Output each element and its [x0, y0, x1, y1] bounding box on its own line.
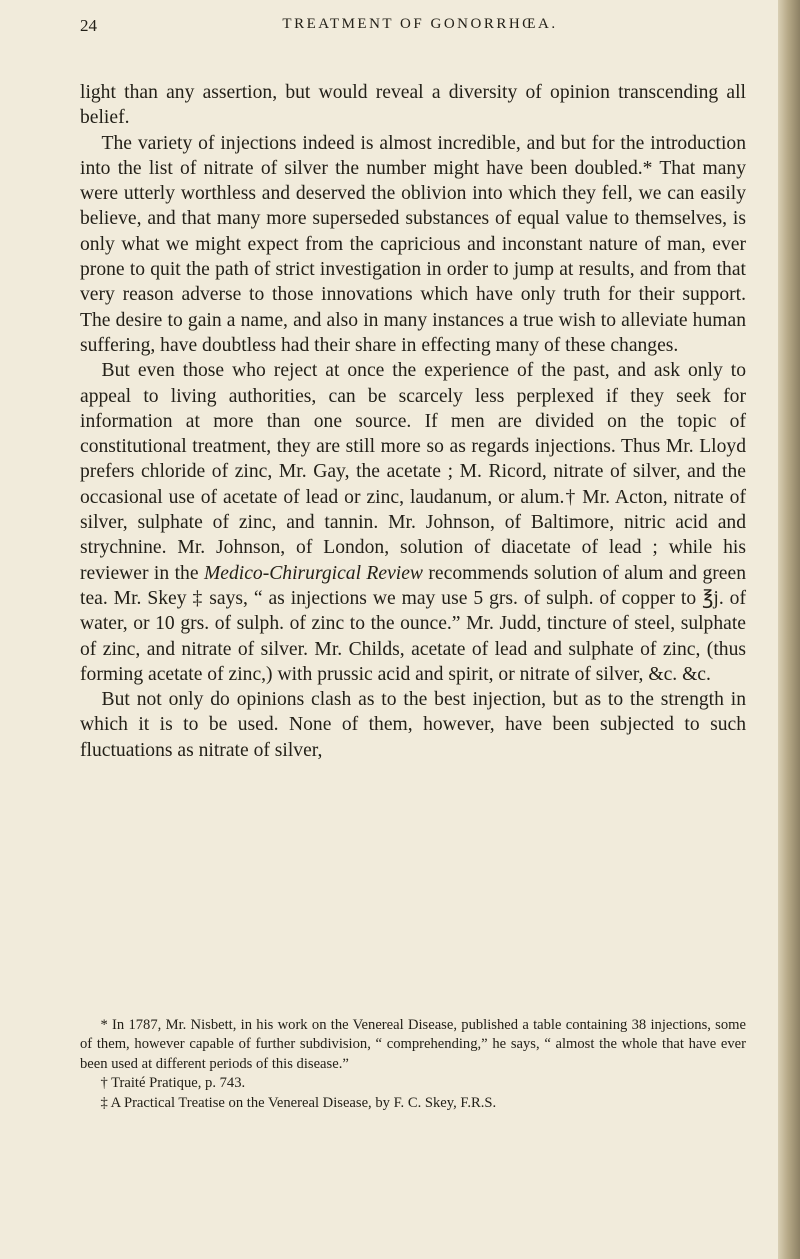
paragraph-text: The variety of injections indeed is almost incredible, and but for the introduction into the list of nitrate of silver the number might have been doubled.* That many were utterly worthless and deserved the oblivion into which they fell, we can easily believe, and that many more superseded substances of equal value to themselves, is only what we might expect from the capricious and inconstant nature of man, ever prone to quit the path of strict investigation in order to jump at results, and from that very reason adverse to those innovations which have only truth for their support. The desire to gain a name, and also in many instances a true wish to alleviate human suffering, have doubtless had their share in effecting many of these changes.: [80, 132, 746, 356]
footnote: ‡ A Practical Treatise on the Venereal Disease, by F. C. Skey, F.R.S.: [100, 1094, 497, 1111]
paragraph: [80, 687, 746, 763]
paragraph-text: recommends solution of alum and green tea. Mr. Skey ‡ says, “ as injections we may use 5 grs. of sulph. of copper to ℥j. of water, or 10 grs. of sulph. of zinc to the ounce.” Mr. Judd, tincture of steel, sulphate of zinc, and nitrate of silver. Mr. Childs, acetate of lead and sulphate of zinc, (thus forming acetate of zinc,) with prussic acid and spirit, or nitrate of silver, &c. &c.: [80, 562, 746, 685]
footnote: † Traité Pratique, p. 743.: [100, 1075, 246, 1092]
page-header: [80, 16, 760, 42]
paragraph: [80, 80, 746, 131]
footnote: * In 1787, Mr. Nisbett, in his work on the Venereal Disease, published a table containing 38 injections, some of them, however capable of further subdivision, “ comprehending,” he says, “ almost the whole that have ever been used at different periods of this disease.”: [80, 1017, 746, 1072]
body-text: [80, 80, 746, 763]
footnotes: [80, 1016, 746, 1113]
italic-title: Medico-Chirurgical Review: [203, 562, 423, 584]
paragraph: [80, 131, 746, 359]
page-number: 24: [80, 16, 97, 35]
paragraph: [80, 358, 746, 687]
paragraph-text: light than any assertion, but would reveal a diversity of opinion transcending all belief.: [80, 82, 746, 129]
paragraph-text: But even those who reject at once the experience of the past, and ask only to appeal to living authorities, can be scarcely less perplexed if they seek for information at more than one source. If men are divided on the topic of constitutional treatment, they are still more so as regards injections. Thus Mr. Lloyd prefers chloride of zinc, Mr. Gay, the acetate ; M. Ricord, nitrate of silver, and the occasional use of acetate of lead or zinc, laudanum, or alum.† Mr. Acton, nitrate of silver, sulphate of zinc, and tannin. Mr. Johnson, of Baltimore, nitric acid and strychnine. Mr. Johnson, of London, solution of diacetate of lead ; while his reviewer in the: [80, 360, 746, 584]
page-edge-shadow: [778, 0, 800, 1259]
paragraph-text: But not only do opinions clash as to the best injection, but as to the strength in which it is to be used. None of them, however, have been subjected to such fluctuations as nitrate of silver,: [80, 689, 746, 761]
running-title: TREATMENT OF GONORRHŒA.: [282, 16, 558, 32]
